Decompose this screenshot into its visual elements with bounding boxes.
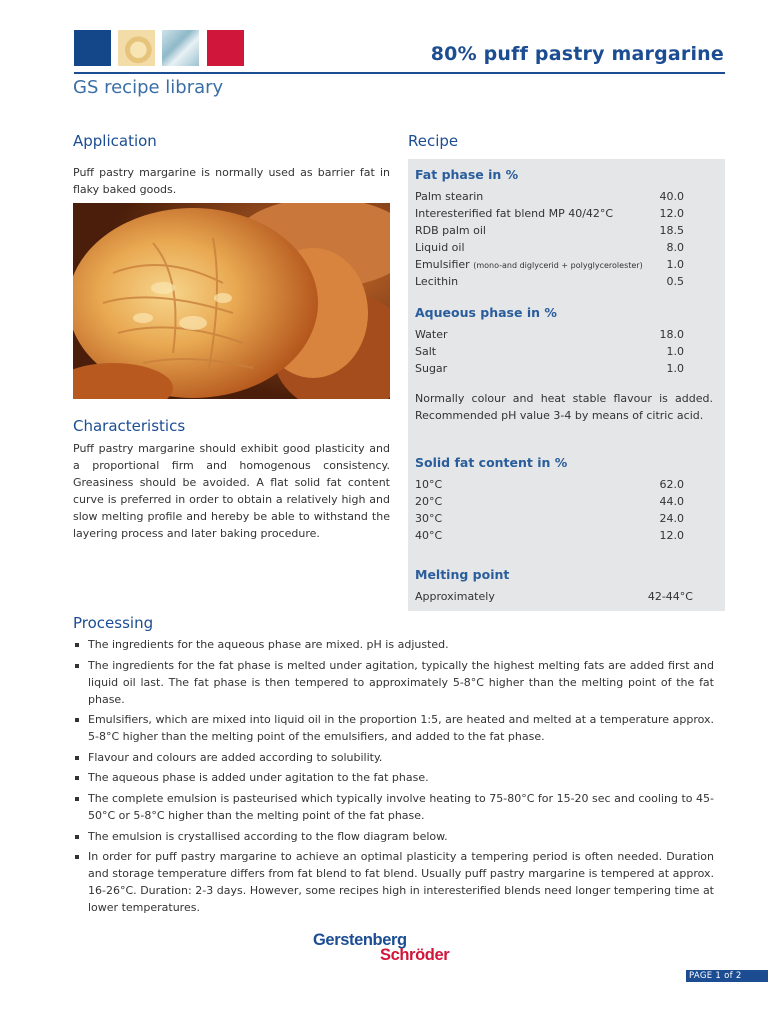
recipe-heading: Recipe xyxy=(408,132,459,150)
fat-row xyxy=(415,239,684,256)
characteristics-text: Puff pastry margarine should exhibit good plasticity and a proportional firm and homogenous consistency. Greasiness should be avoided. A flat solid fat content curve is preferred in order to obtain a relatively high and slow melting profile and hereby be able to withstand the layering process and later baking procedure. xyxy=(73,442,390,540)
aqueous-row-label: Salt xyxy=(415,345,437,358)
aqueous-row-value: 1.0 xyxy=(666,345,684,358)
aqueous-phase-heading: Aqueous phase in % xyxy=(415,305,557,320)
solid-fat-row xyxy=(415,510,684,527)
aqueous-row xyxy=(415,360,684,377)
melting-point-value: 42-44°C xyxy=(647,590,693,603)
aqueous-row xyxy=(415,326,684,343)
fat-row xyxy=(415,205,684,222)
solid-fat-row xyxy=(415,476,684,493)
fat-row-label: RDB palm oil xyxy=(415,224,486,237)
solid-fat-row xyxy=(415,527,684,544)
header-divider xyxy=(74,72,725,74)
application-text: Puff pastry margarine is normally used as barrier fat in flaky baked goods. xyxy=(73,166,390,196)
brand-swatch-blue xyxy=(74,30,111,66)
document-title: 80% puff pastry margarine xyxy=(430,43,724,65)
fat-row-label: Liquid oil xyxy=(415,241,465,254)
processing-step: The aqueous phase is added under agitation to the fat phase. xyxy=(73,769,714,786)
solid-fat-value: 12.0 xyxy=(659,529,684,542)
recipe-note: Normally colour and heat stable flavour is added. Recommended pH value 3-4 by means of citric acid. xyxy=(415,392,713,422)
logo-line-2: Schröder xyxy=(380,946,450,964)
melting-point-label: Approximately xyxy=(415,590,495,603)
library-title: GS recipe library xyxy=(73,77,224,98)
logo-line-1: Gerstenberg xyxy=(313,931,407,949)
fat-row-label: Palm stearin xyxy=(415,190,484,203)
fat-row-value: 18.5 xyxy=(659,224,684,237)
solid-fat-value: 24.0 xyxy=(659,512,684,525)
processing-list xyxy=(73,636,714,920)
processing-step: Flavour and colours are added according to solubility. xyxy=(73,749,714,766)
processing-step: The ingredients for the aqueous phase are mixed. pH is adjusted. xyxy=(73,636,714,653)
aqueous-row-label: Sugar xyxy=(415,362,448,375)
solid-fat-value: 44.0 xyxy=(659,495,684,508)
page-indicator: PAGE 1 of 2 xyxy=(686,970,768,982)
brand-swatch-red xyxy=(207,30,244,66)
processing-step: The emulsion is crystallised according to the flow diagram below. xyxy=(73,828,714,845)
melting-point-heading: Melting point xyxy=(415,567,510,582)
fat-row-value: 8.0 xyxy=(666,241,684,254)
company-logo xyxy=(313,931,455,967)
solid-fat-temp: 30°C xyxy=(415,512,443,525)
aqueous-row xyxy=(415,343,684,360)
fat-row xyxy=(415,273,684,290)
fat-row-value: 1.0 xyxy=(666,258,684,271)
croissant-photo xyxy=(73,203,390,399)
fat-phase-heading: Fat phase in % xyxy=(415,167,519,182)
recipe-panel xyxy=(408,159,725,611)
characteristics-heading: Characteristics xyxy=(73,417,186,435)
processing-step: In order for puff pastry margarine to achieve an optimal plasticity a tempering period is often needed. Duration and storage temperature differs from fat blend to fat blend. Usually puff pastry margarine is tempered at approx. 16-26°C. Duration: 2-3 days. However, some recipes high in interesterified blends need longer tempering time at lower temperatures. xyxy=(73,848,714,916)
solid-fat-temp: 20°C xyxy=(415,495,443,508)
solid-fat-value: 62.0 xyxy=(659,478,684,491)
application-heading: Application xyxy=(73,132,157,150)
processing-step: The ingredients for the fat phase is melted under agitation, typically the highest melting fats are added first and liquid oil last. The fat phase is then tempered to approximately 5-8°C higher than the melting point of the fat phase. xyxy=(73,657,714,708)
processing-heading: Processing xyxy=(73,614,154,632)
melting-point-row xyxy=(415,588,693,605)
brand-swatch-ice-image xyxy=(162,30,199,66)
fat-row-value: 40.0 xyxy=(659,190,684,203)
fat-row-value: 0.5 xyxy=(666,275,684,288)
fat-row xyxy=(415,256,684,273)
aqueous-row-label: Water xyxy=(415,328,448,341)
fat-row-value: 12.0 xyxy=(659,207,684,220)
fat-row-label xyxy=(415,256,643,274)
aqueous-row-value: 1.0 xyxy=(666,362,684,375)
fat-row-label: Interesterified fat blend MP 40/42°C xyxy=(415,207,614,220)
solid-fat-heading: Solid fat content in % xyxy=(415,455,568,470)
aqueous-row-value: 18.0 xyxy=(659,328,684,341)
emulsifier-label: Emulsifier xyxy=(415,258,470,271)
emulsifier-note: (mono-and diglycerid + polyglycerolester) xyxy=(473,261,643,270)
fat-row xyxy=(415,188,684,205)
processing-step: The complete emulsion is pasteurised which typically involve heating to 75-80°C for 15-20 sec and cooling to 45-50°C or 5-8°C higher than the melting point of the fat phase. xyxy=(73,790,714,824)
brand-swatch-pastry-image xyxy=(118,30,155,66)
solid-fat-row xyxy=(415,493,684,510)
processing-step: Emulsifiers, which are mixed into liquid oil in the proportion 1:5, are heated and melted at a temperature approx. 5-8°C higher than the melting point of the emulsifiers, and added to the fat phase. xyxy=(73,711,714,745)
solid-fat-temp: 10°C xyxy=(415,478,443,491)
fat-row xyxy=(415,222,684,239)
fat-row-label: Lecithin xyxy=(415,275,459,288)
solid-fat-temp: 40°C xyxy=(415,529,443,542)
